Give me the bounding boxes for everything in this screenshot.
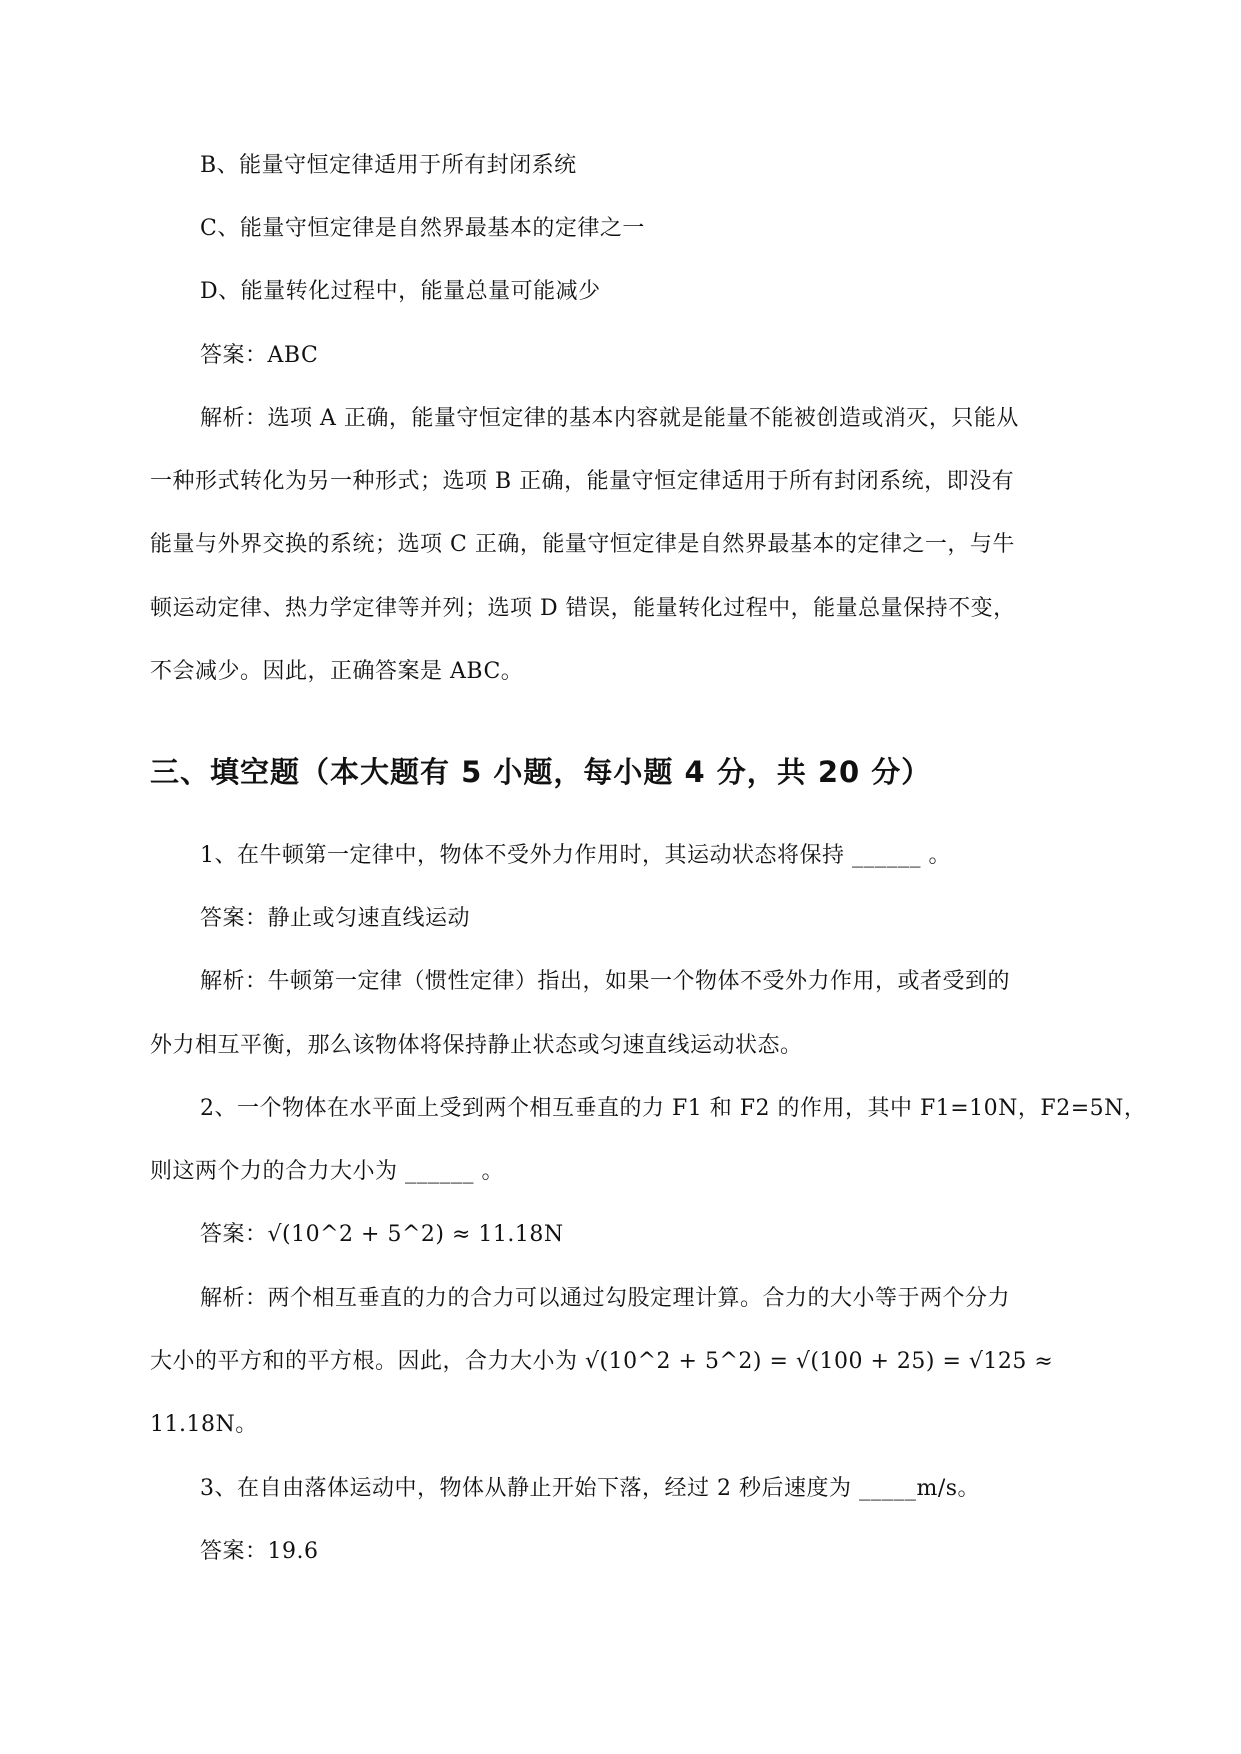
analysis-line: 不会减少。因此，正确答案是 ABC。	[150, 659, 524, 684]
answer-3: 答案：19.6	[200, 1539, 319, 1564]
analysis-line: 能量与外界交换的系统；选项 C 正确，能量守恒定律是自然界最基本的定律之一，与牛	[150, 532, 1015, 557]
analysis-line: 解析：牛顿第一定律（惯性定律）指出，如果一个物体不受外力作用，或者受到的	[200, 969, 1011, 994]
answer-multichoice: 答案：ABC	[200, 343, 319, 368]
option-d: D、能量转化过程中，能量总量可能减少	[200, 279, 601, 304]
option-c: C、能量守恒定律是自然界最基本的定律之一	[200, 216, 645, 241]
section-heading: 三、填空题（本大题有 5 小题，每小题 4 分，共 20 分）	[150, 755, 932, 789]
question-3: 3、在自由落体运动中，物体从静止开始下落，经过 2 秒后速度为 _____m/s。	[200, 1476, 981, 1501]
analysis-line: 解析：两个相互垂直的力的合力可以通过勾股定理计算。合力的大小等于两个分力	[200, 1286, 1011, 1311]
question-2-line: 2、一个物体在水平面上受到两个相互垂直的力 F1 和 F2 的作用，其中 F1=10N，F2=5N，	[200, 1096, 1147, 1121]
answer-1: 答案：静止或匀速直线运动	[200, 906, 471, 931]
analysis-line: 11.18N。	[150, 1412, 258, 1437]
analysis-line: 解析：选项 A 正确，能量守恒定律的基本内容就是能量不能被创造或消灭，只能从	[200, 406, 1019, 431]
question-1: 1、在牛顿第一定律中，物体不受外力作用时，其运动状态将保持 ______ 。	[200, 843, 951, 868]
question-2-line: 则这两个力的合力大小为 ______ 。	[150, 1159, 504, 1184]
answer-2: 答案：√(10^2 + 5^2) ≈ 11.18N	[200, 1222, 564, 1247]
analysis-line: 大小的平方和的平方根。因此，合力大小为 √(10^2 + 5^2) = √(100 + 25) = √125 ≈	[150, 1349, 1054, 1374]
analysis-line: 顿运动定律、热力学定律等并列；选项 D 错误，能量转化过程中，能量总量保持不变，	[150, 596, 1016, 621]
option-b: B、能量守恒定律适用于所有封闭系统	[200, 153, 577, 178]
analysis-line: 外力相互平衡，那么该物体将保持静止状态或匀速直线运动状态。	[150, 1033, 803, 1058]
analysis-line: 一种形式转化为另一种形式；选项 B 正确，能量守恒定律适用于所有封闭系统，即没有	[150, 469, 1015, 494]
